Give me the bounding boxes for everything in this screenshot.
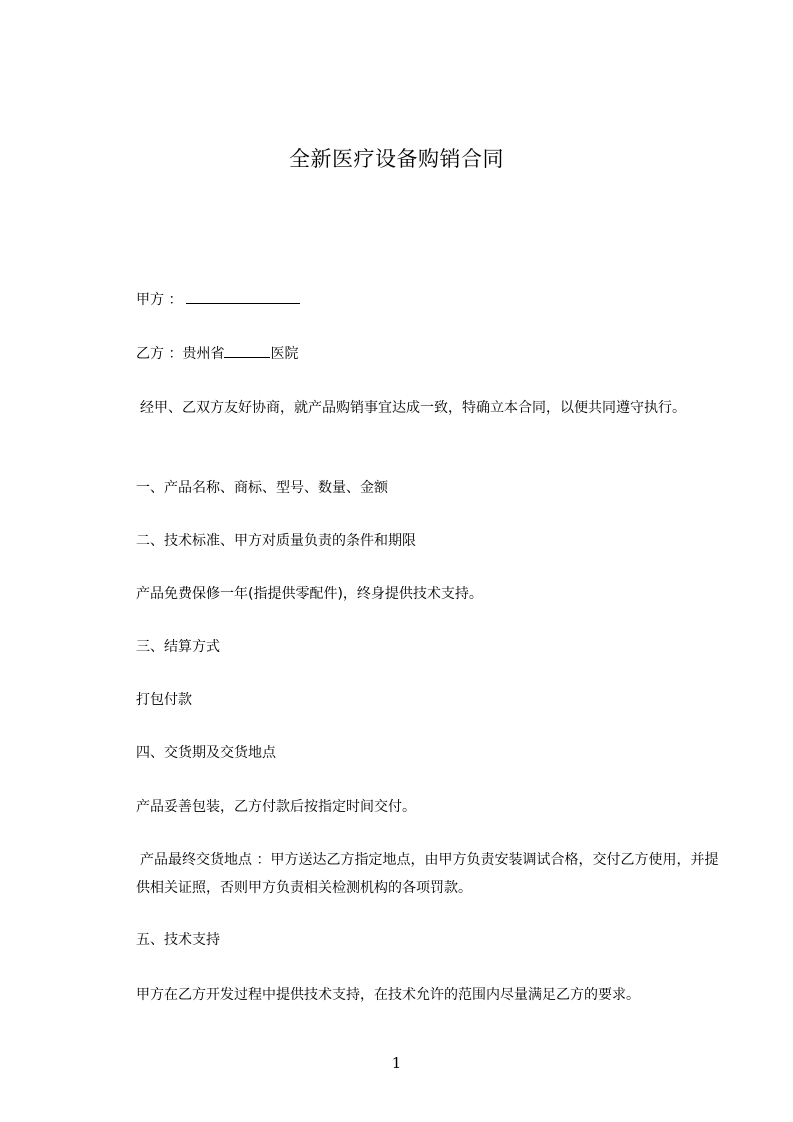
section-3-heading: 三、结算方式 [136, 639, 220, 655]
section-1-heading: 一、产品名称、商标、型号、数量、金额 [136, 480, 388, 496]
section-5-heading: 五、技术支持 [136, 932, 220, 948]
party-a-line [136, 286, 726, 314]
section-2-body: 产品免费保修一年(指提供零配件)，终身提供技术支持。 [136, 586, 483, 602]
section-4-heading: 四、交货期及交货地点 [136, 745, 276, 761]
section-4-body-2: 产品最终交货地点 ：甲方送达乙方指定地点，由甲方负责安装调试合格，交付乙方使用，并提供相关证照，否则甲方负责相关检测机构的各项罚款。 [136, 852, 719, 896]
party-b-suffix: 医院 [270, 346, 299, 362]
contract-title: 全新医疗设备购销合同 [289, 147, 504, 171]
intro-paragraph: 经甲、乙双方友好协商，就产品购销事宜达成一致，特确立本合同，以便共同遵守执行。 [140, 400, 686, 416]
party-b-blank [224, 342, 270, 358]
party-b-label: 乙方 ：贵州省 [136, 346, 225, 362]
party-b-line [136, 340, 726, 368]
section-5-body: 甲方在乙方开发过程中提供技术支持，在技术允许的范围内尽量满足乙方的要求。 [136, 987, 640, 1003]
section-4-body-1: 产品妥善包装，乙方付款后按指定时间交付。 [136, 799, 416, 815]
party-a-label: 甲方 ： [136, 292, 183, 308]
section-3-body: 打包付款 [136, 692, 192, 708]
section-2-heading: 二、技术标准、甲方对质量负责的条件和期限 [136, 533, 416, 549]
page-number: 1 [391, 1054, 402, 1072]
party-a-blank [186, 288, 300, 304]
